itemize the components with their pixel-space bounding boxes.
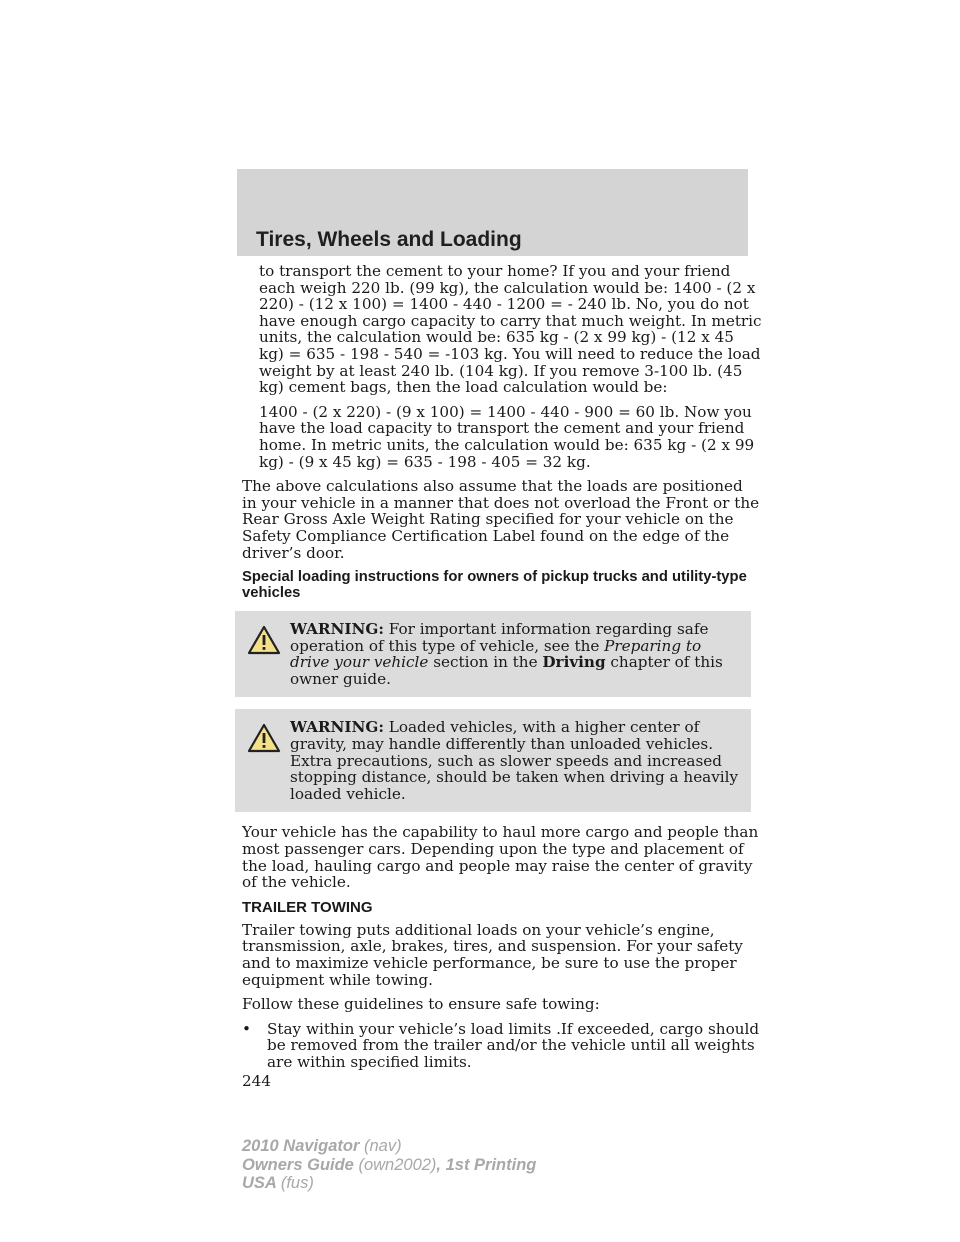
warning-label: WARNING: [290, 620, 384, 639]
document-footer [242, 1137, 536, 1193]
warning-triangle-icon [247, 625, 281, 655]
warning-text-continued: section in the [433, 653, 538, 672]
subheading-special-loading: Special loading instructions for owners of pickup trucks and utility-type vehicles [242, 569, 747, 602]
list-item-text: Stay within your vehicle’s load limits .If exceeded, cargo should be removed from the trailer and/or the vehicle until all weights are within specified limits. [267, 1019, 760, 1071]
paragraph-haul-capability: Your vehicle has the capability to haul more cargo and people than most passenger cars. Depending upon the type and placement of the load, hauling cargo and people may raise the center of gravity of the vehicle. [242, 823, 759, 892]
bullet-icon: • [242, 1019, 251, 1038]
section-heading-trailer-towing: TRAILER TOWING [242, 898, 373, 916]
footer-region: USA [242, 1174, 277, 1192]
warning-label: WARNING: [290, 718, 384, 737]
footer-model: 2010 Navigator [242, 1137, 360, 1155]
page-number: 244 [242, 1071, 271, 1090]
footer-guide: Owners Guide [242, 1155, 354, 1174]
page-content [242, 263, 762, 1089]
paragraph-calculation-1: to transport the cement to your home? If you and your friend each weigh 220 lb. (99 kg), the calculation would be: 1400 - (2 x 220) - (12 x 100) = 1400 - 440 - 1200 = - 240 lb. No, you do not have enough cargo capacity to carry that much weight. In metric units, the calculation would be: 635 kg - (2 x 99 kg) - (12 x 45 kg) = 635 - 198 - 540 = -103 kg. You will need to reduce the load weight by at least 240 lb. (104 kg). If you remove 3-100 lb. (45 kg) cement bags, then the load calculation would be: [259, 262, 762, 397]
list-item [242, 1021, 762, 1071]
paragraph-towing-loads: Trailer towing puts additional loads on your vehicle’s engine, transmission, axle, brakes, tires, and suspension. For your safety and to maximize vehicle performance, be sure to use the proper equipment while towing. [242, 920, 743, 989]
paragraph-calculation-2: 1400 - (2 x 220) - (9 x 100) = 1400 - 440 - 900 = 60 lb. Now you have the load capacity to transport the cement and your friend home. In metric units, the calculation would be: 635 kg - (2 x 99 kg) - (9 x 45 kg) = 635 - 198 - 405 = 32 kg. [259, 402, 755, 471]
footer-printing: , 1st Printing [436, 1155, 537, 1174]
page-header [237, 169, 748, 256]
footer-model-code: (nav) [364, 1137, 402, 1155]
paragraph-axle-weight: The above calculations also assume that the loads are positioned in your vehicle in a manner that does not overload the Front or the Rear Gross Axle Weight Rating specified for your vehicle on the Safety Compliance Certification Label found on the edge of the driver’s door. [242, 477, 760, 562]
warning-text: Loaded vehicles, with a higher center of gravity, may handle differently than unloaded vehicles. Extra precautions, such as slower speeds and increased stopping distance, should be taken when driving a heavily loaded vehicle. [290, 718, 739, 803]
warning-reference-chapter: Driving [542, 653, 606, 672]
warning-box-safe-operation [235, 611, 751, 697]
warning-text: For important information regarding safe operation of this type of vehicle, see the [290, 620, 709, 655]
warning-triangle-icon [247, 723, 281, 753]
footer-guide-code: (own2002) [358, 1155, 437, 1174]
footer-region-code: (fus) [280, 1174, 314, 1192]
chapter-title: Tires, Wheels and Loading [256, 228, 522, 251]
paragraph-guidelines-intro: Follow these guidelines to ensure safe towing: [242, 995, 600, 1014]
warning-text-end: chapter of this owner guide. [290, 653, 723, 688]
warning-box-center-of-gravity [235, 709, 751, 812]
warning-reference-section: Preparing to drive your vehicle [290, 636, 702, 672]
